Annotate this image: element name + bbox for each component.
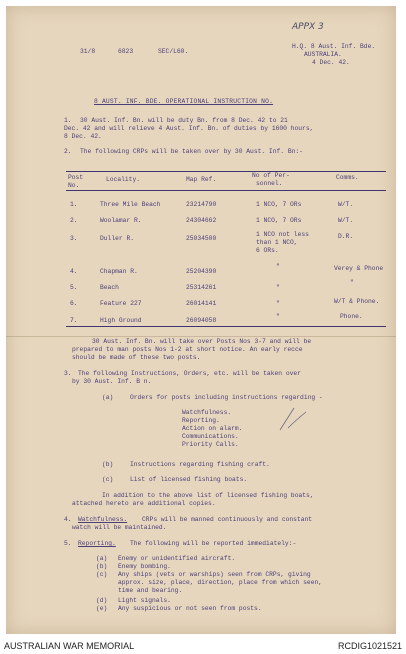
para3-b-text: Instructions regarding fishing craft. (130, 461, 270, 468)
para5-item-text: Enemy bombing. (118, 563, 171, 570)
row7-mapref: 26094058 (186, 317, 217, 324)
after-table-line1: 30 Aust. Inf. Bn. will take over Posts Nos 3-7 and will be (92, 338, 312, 345)
para3-line2: by 30 Aust. Inf. B n. (72, 378, 152, 385)
col-header-personnel: No of Per- (252, 172, 290, 179)
row2-personnel: 1 NCO, 7 ORs (256, 217, 302, 224)
para1-line2: Dec. 42 and will relieve 4 Aust. Inf. Bn. of duties by 1600 hours, (64, 125, 314, 132)
date-line: 4 Dec. 42. (312, 59, 350, 66)
para5-item-text: Any ships (vets or warships) seen from CRPs, giving (118, 571, 311, 578)
para3-note1: In addition to the above list of licensed fishing boats, (102, 492, 314, 499)
row5-comms: " (350, 279, 354, 286)
col-header-personnel-2: sonnel. (256, 180, 283, 187)
row2-no: 2. (70, 217, 78, 224)
para5-number: 5. (64, 540, 72, 547)
para3-a-item: Priority Calls. (182, 441, 239, 448)
row2-mapref: 24304662 (186, 217, 217, 224)
table-header-rule (66, 190, 386, 191)
para5-item-key: (d) (96, 597, 108, 604)
row4-personnel: " (276, 263, 280, 270)
row3-mapref: 25034500 (186, 235, 217, 242)
para5-item-key: (a) (96, 555, 108, 562)
para5-item-text: Any suspicious or not seen from posts. (118, 605, 262, 612)
archive-footer (0, 640, 406, 654)
para4-heading: Watchfulness. (78, 516, 128, 523)
para5-item-text: Enemy or unidentified aircraft. (118, 555, 236, 562)
row6-personnel: " (276, 300, 280, 307)
row3-no: 3. (70, 235, 78, 242)
para5-text: The following will be reported immediately:- (130, 540, 297, 547)
para5-item-text: approx. size, place, direction, place from which seen, (118, 579, 323, 586)
para4-line1: CRPs will be manned continuously and constant (142, 516, 313, 523)
col-header-mapref: Map Ref. (186, 176, 217, 183)
row4-comms: Verey & Phone (334, 265, 384, 272)
para3-c-key: (c) (102, 476, 114, 483)
para2-number: 2. (64, 148, 72, 155)
row2-locality: Woolamar R. (100, 217, 142, 224)
table-bottom-rule (66, 326, 386, 327)
page-fold (6, 336, 396, 337)
para3-number: 3. (64, 370, 72, 377)
row3-personnel-3: 6 ORs. (256, 247, 279, 254)
para3-c-text: List of licensed fishing boats. (130, 476, 248, 483)
para1-line3: 8 Dec. 42. (64, 133, 102, 140)
row4-no: 4. (70, 268, 78, 275)
para3-a-item: Watchfulness. (182, 409, 232, 416)
para1-number: 1. (64, 117, 72, 124)
archive-name: AUSTRALIAN WAR MEMORIAL (4, 641, 135, 651)
para5-item-key: (b) (96, 563, 108, 570)
pencil-mark-icon (276, 404, 316, 434)
row2-comms: W/T. (338, 217, 354, 224)
para5-item-key: (c) (96, 571, 108, 578)
document-title: 8 AUST. INF. BDE. OPERATIONAL INSTRUCTION NO. (94, 98, 274, 105)
para3-a-text: Orders for posts including instructions regarding - (130, 394, 323, 401)
row3-comms: D.R. (338, 233, 354, 240)
col-header-post: Post (68, 174, 84, 181)
row7-personnel: " (276, 313, 280, 320)
para5-heading: Reporting. (78, 540, 116, 547)
row1-locality: Three Mile Beach (100, 201, 161, 208)
row5-personnel: " (276, 284, 280, 291)
ref-left: 31/8 (80, 48, 96, 55)
ref-code: SEC/L60. (158, 48, 189, 55)
row7-locality: High Ground (100, 317, 142, 324)
row6-comms: W/T & Phone. (334, 298, 380, 305)
para3-a-item: Reporting. (182, 417, 220, 424)
para3-line1: The following Instructions, Orders, etc. will be taken over (78, 370, 301, 377)
row4-mapref: 25204390 (186, 268, 217, 275)
document-page (6, 6, 396, 634)
para3-a-item: Communications. (182, 433, 239, 440)
row6-no: 6. (70, 300, 78, 307)
after-table-line3: should be made of these two posts. (72, 354, 201, 361)
row1-no: 1. (70, 201, 78, 208)
row1-comms: W/T. (338, 201, 354, 208)
para3-a-key: (a) (102, 394, 114, 401)
table-top-rule (66, 171, 386, 172)
ref-number: 6823 (118, 48, 134, 55)
row7-no: 7. (70, 317, 78, 324)
para5-item-text: Light signals. (118, 597, 171, 604)
row4-locality: Chapman R. (100, 268, 138, 275)
place-line: AUSTRALIA. (304, 51, 342, 58)
row6-locality: Feature 227 (100, 300, 142, 307)
row3-personnel: 1 NCO not less (256, 231, 309, 238)
row7-comms: Phone. (340, 313, 363, 320)
para5-item-text: time and bearing. (118, 587, 183, 594)
para3-note2: attached hereto are additional copies. (72, 500, 216, 507)
handwritten-annotation: APPX 3 (292, 22, 324, 32)
row1-personnel: 1 NCO, 7 ORs (256, 201, 302, 208)
para4-number: 4. (64, 516, 72, 523)
para3-b-key: (b) (102, 461, 114, 468)
hq-line: H.Q. 8 Aust. Inf. Bde. (292, 43, 376, 50)
archive-id: RCDIG1021521 (337, 641, 402, 651)
row6-mapref: 26014141 (186, 300, 217, 307)
para2-text: The following CRPs will be taken over by 30 Aust. Inf. Bn:- (80, 148, 303, 155)
para5-item-key: (e) (96, 605, 108, 612)
row3-locality: Duller R. (100, 235, 135, 242)
col-header-locality: Locality. (106, 176, 141, 183)
after-table-line2: prepared to man posts Nos 1-2 at short notice. An early recce (72, 346, 303, 353)
row5-mapref: 25314261 (186, 284, 217, 291)
para3-a-item: Action on alarm. (182, 425, 243, 432)
row3-personnel-2: than 1 NCO, (256, 239, 298, 246)
row5-locality: Beach (100, 284, 119, 291)
col-header-post-no: No. (68, 182, 80, 189)
para4-line2: watch will be maintained. (72, 524, 167, 531)
col-header-comms: Comms. (336, 174, 359, 181)
para1-line1: 30 Aust. Inf. Bn. will be duty Bn. from 8 Dec. 42 to 21 (80, 117, 288, 124)
row5-no: 5. (70, 284, 78, 291)
row1-mapref: 23214790 (186, 201, 217, 208)
